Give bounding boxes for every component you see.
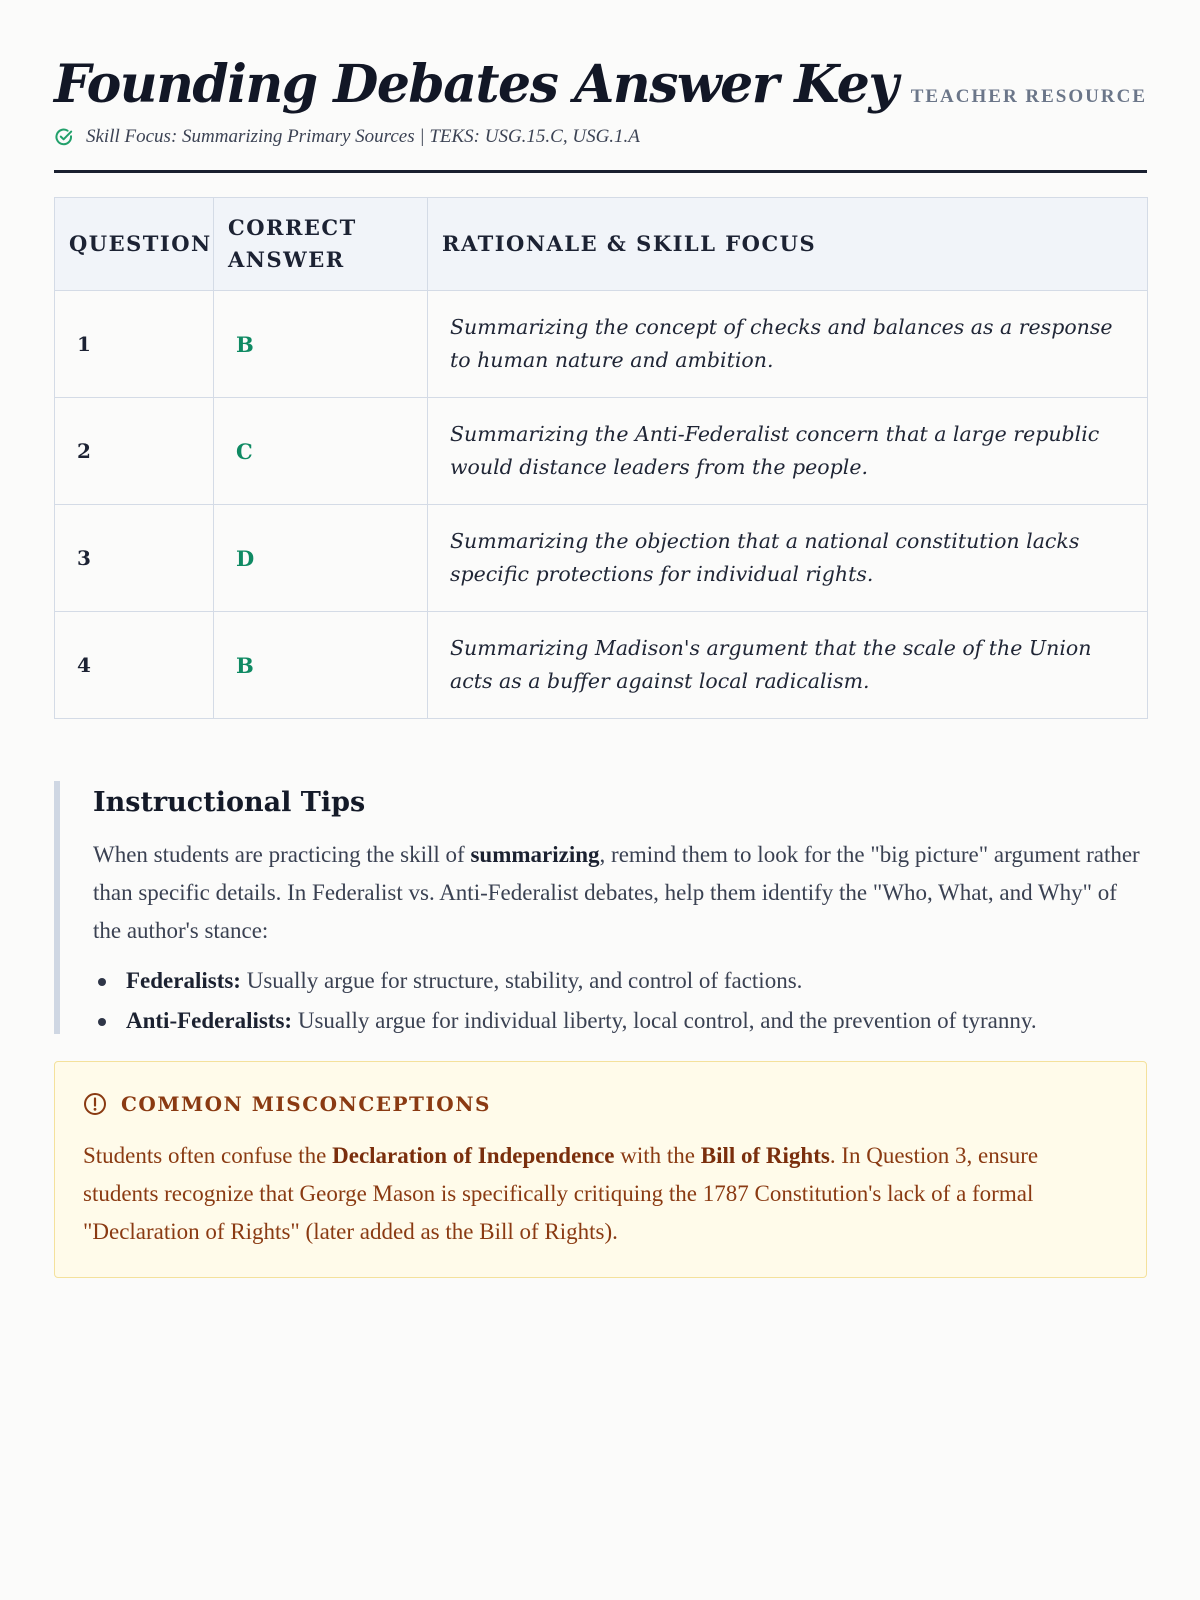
table-header-row bbox=[55, 198, 1148, 291]
list-item: Federalists: Usually argue for structure, stability, and control of factions. bbox=[93, 961, 1037, 1001]
correct-answer: B bbox=[236, 331, 254, 357]
instructional-tips-heading: Instructional Tips bbox=[93, 787, 366, 818]
question-number: 4 bbox=[77, 653, 91, 677]
question-number: 1 bbox=[77, 332, 91, 356]
column-header-rationale: RATIONALE & SKILL FOCUS bbox=[428, 198, 1148, 291]
page-header bbox=[54, 0, 1147, 173]
answer-key-table bbox=[54, 197, 1148, 719]
table-row bbox=[55, 398, 1148, 505]
question-number: 3 bbox=[77, 546, 91, 570]
teacher-resource-badge: TEACHER RESOURCE bbox=[910, 86, 1147, 107]
misconceptions-title: COMMON MISCONCEPTIONS bbox=[121, 1092, 491, 1116]
table-row bbox=[55, 612, 1148, 719]
misconceptions-header bbox=[83, 1092, 491, 1116]
column-header-question: QUESTION bbox=[55, 198, 214, 291]
correct-answer: D bbox=[236, 545, 255, 571]
list-item: Anti-Federalists: Usually argue for individual liberty, local control, and the prevention of tyranny. bbox=[93, 1001, 1037, 1041]
alert-circle-icon bbox=[83, 1092, 107, 1116]
tips-list bbox=[93, 961, 1037, 1041]
skill-focus-text: Skill Focus: Summarizing Primary Sources | TEKS: USG.15.C, USG.1.A bbox=[86, 126, 640, 147]
rationale-text: Summarizing the Anti-Federalist concern that a large republic would distance leaders from the people. bbox=[450, 422, 1100, 479]
skill-focus-line bbox=[54, 126, 640, 148]
instructional-tips-intro: When students are practicing the skill of summarizing, remind them to look for the "big picture" argument rather than specific details. In Federalist vs. Anti-Federalist debates, help them identify the "Who, What, and Why" of the author's stance: bbox=[93, 842, 1140, 943]
correct-answer: C bbox=[236, 438, 253, 464]
table-row bbox=[55, 291, 1148, 398]
check-circle-icon bbox=[54, 127, 74, 147]
answer-key-page bbox=[54, 0, 1147, 1244]
column-header-correct-answer: CORRECT ANSWER bbox=[214, 198, 428, 291]
page-title: Founding Debates Answer Key bbox=[54, 54, 898, 115]
correct-answer: B bbox=[236, 652, 254, 678]
rationale-text: Summarizing the objection that a national constitution lacks specific protections for individual rights. bbox=[450, 529, 1080, 586]
rationale-text: Summarizing Madison's argument that the scale of the Union acts as a buffer against local radicalism. bbox=[450, 636, 1092, 693]
question-number: 2 bbox=[77, 439, 91, 463]
misconceptions-text: Students often confuse the Declaration of Independence with the Bill of Rights. In Question 3, ensure students recognize that George Mason is specifically critiquing the 1787 Constitution's lack of a formal "Declaration of Rights" (later added as the Bill of Rights). bbox=[83, 1143, 1039, 1244]
rationale-text: Summarizing the concept of checks and balances as a response to human nature and ambition. bbox=[450, 315, 1113, 372]
table-row bbox=[55, 505, 1148, 612]
common-misconceptions-callout bbox=[54, 1061, 1147, 1278]
instructional-tips-section bbox=[54, 781, 1147, 1034]
